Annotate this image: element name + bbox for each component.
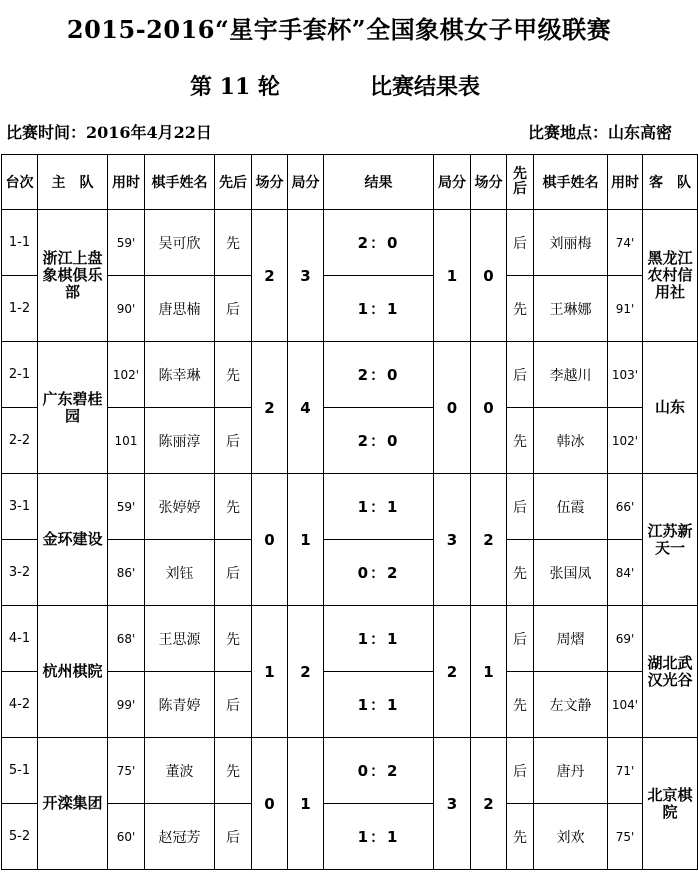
away-game-points: 3 xyxy=(434,474,471,606)
table-row xyxy=(2,210,698,276)
away-team-name: 湖北武汉光谷 xyxy=(643,606,698,738)
header-result: 结果 xyxy=(324,155,434,210)
home-player-order: 后 xyxy=(215,408,252,474)
away-player-time: 84' xyxy=(608,540,643,606)
home-player-name: 刘钰 xyxy=(145,540,215,606)
table-row xyxy=(2,606,698,672)
header-away-match-points: 场分 xyxy=(471,155,507,210)
home-match-points: 2 xyxy=(252,210,288,342)
away-player-order: 后 xyxy=(507,342,534,408)
home-player-order: 先 xyxy=(215,474,252,540)
board-number: 1-1 xyxy=(2,210,38,276)
game-result: 2：0 xyxy=(324,408,434,474)
home-team-name: 广东碧桂园 xyxy=(38,342,108,474)
home-player-time: 102' xyxy=(108,342,145,408)
away-player-time: 103' xyxy=(608,342,643,408)
table-row xyxy=(2,738,698,804)
away-player-order: 先 xyxy=(507,672,534,738)
home-player-name: 陈青婷 xyxy=(145,672,215,738)
away-team-name: 黑龙江农村信用社 xyxy=(643,210,698,342)
board-number: 4-1 xyxy=(2,606,38,672)
away-player-name: 李越川 xyxy=(534,342,608,408)
away-player-time: 66' xyxy=(608,474,643,540)
away-player-name: 张国凤 xyxy=(534,540,608,606)
header-time: 用时 xyxy=(108,155,145,210)
header-row xyxy=(2,155,698,210)
home-team-name: 杭州棋院 xyxy=(38,606,108,738)
home-player-time: 59' xyxy=(108,474,145,540)
home-game-points: 1 xyxy=(288,738,324,870)
round-label: 第 11 轮 xyxy=(190,74,280,100)
away-player-time: 102' xyxy=(608,408,643,474)
home-match-points: 0 xyxy=(252,474,288,606)
away-match-points: 2 xyxy=(471,738,507,870)
game-result: 2：0 xyxy=(324,210,434,276)
away-game-points: 3 xyxy=(434,738,471,870)
away-player-order: 先 xyxy=(507,804,534,870)
home-player-time: 99' xyxy=(108,672,145,738)
home-player-time: 75' xyxy=(108,738,145,804)
away-player-time: 69' xyxy=(608,606,643,672)
header-away-order: 先后 xyxy=(507,155,534,210)
home-player-order: 后 xyxy=(215,540,252,606)
away-player-name: 唐丹 xyxy=(534,738,608,804)
away-team-name: 北京棋院 xyxy=(643,738,698,870)
home-game-points: 2 xyxy=(288,606,324,738)
home-player-name: 赵冠芳 xyxy=(145,804,215,870)
away-player-order: 后 xyxy=(507,210,534,276)
header-player: 棋手姓名 xyxy=(145,155,215,210)
board-number: 2-2 xyxy=(2,408,38,474)
board-number: 5-1 xyxy=(2,738,38,804)
away-player-name: 王琳娜 xyxy=(534,276,608,342)
away-player-time: 74' xyxy=(608,210,643,276)
away-match-points: 0 xyxy=(471,210,507,342)
away-game-points: 1 xyxy=(434,210,471,342)
home-player-order: 先 xyxy=(215,210,252,276)
result-table-title: 比赛结果表 xyxy=(370,74,481,100)
home-player-name: 张婷婷 xyxy=(145,474,215,540)
home-team-name: 开滦集团 xyxy=(38,738,108,870)
game-result: 1：1 xyxy=(324,672,434,738)
game-result: 1：1 xyxy=(324,276,434,342)
away-player-order: 先 xyxy=(507,276,534,342)
home-game-points: 4 xyxy=(288,342,324,474)
home-player-order: 先 xyxy=(215,606,252,672)
away-player-order: 先 xyxy=(507,540,534,606)
home-match-points: 2 xyxy=(252,342,288,474)
header-home-team: 主 队 xyxy=(38,155,108,210)
home-player-time: 59' xyxy=(108,210,145,276)
home-player-time: 86' xyxy=(108,540,145,606)
home-game-points: 3 xyxy=(288,210,324,342)
away-player-order: 后 xyxy=(507,606,534,672)
away-match-points: 0 xyxy=(471,342,507,474)
home-player-time: 68' xyxy=(108,606,145,672)
header-away-player: 棋手姓名 xyxy=(534,155,608,210)
home-match-points: 0 xyxy=(252,738,288,870)
header-away-game-points: 局分 xyxy=(434,155,471,210)
away-player-order: 后 xyxy=(507,474,534,540)
away-player-time: 91' xyxy=(608,276,643,342)
header-board: 台次 xyxy=(2,155,38,210)
header-away-team: 客 队 xyxy=(643,155,698,210)
home-player-order: 后 xyxy=(215,672,252,738)
away-player-time: 75' xyxy=(608,804,643,870)
home-player-time: 60' xyxy=(108,804,145,870)
away-player-order: 后 xyxy=(507,738,534,804)
away-player-order: 先 xyxy=(507,408,534,474)
home-player-order: 先 xyxy=(215,738,252,804)
header-order: 先后 xyxy=(215,155,252,210)
results-table xyxy=(1,154,698,870)
home-player-name: 陈丽淳 xyxy=(145,408,215,474)
table-row xyxy=(2,474,698,540)
home-team-name: 金环建设 xyxy=(38,474,108,606)
game-result: 2：0 xyxy=(324,342,434,408)
board-number: 4-2 xyxy=(2,672,38,738)
game-result: 0：2 xyxy=(324,540,434,606)
header-away-time: 用时 xyxy=(608,155,643,210)
away-match-points: 1 xyxy=(471,606,507,738)
home-player-name: 唐思楠 xyxy=(145,276,215,342)
board-number: 3-2 xyxy=(2,540,38,606)
away-player-name: 周熠 xyxy=(534,606,608,672)
away-game-points: 2 xyxy=(434,606,471,738)
board-number: 1-2 xyxy=(2,276,38,342)
away-team-name: 山东 xyxy=(643,342,698,474)
away-player-time: 104' xyxy=(608,672,643,738)
home-player-time: 101 xyxy=(108,408,145,474)
away-team-name: 江苏新天一 xyxy=(643,474,698,606)
away-player-name: 伍霞 xyxy=(534,474,608,540)
table-row xyxy=(2,342,698,408)
home-team-name: 浙江上盘象棋俱乐部 xyxy=(38,210,108,342)
home-game-points: 1 xyxy=(288,474,324,606)
game-result: 1：1 xyxy=(324,606,434,672)
home-player-time: 90' xyxy=(108,276,145,342)
home-player-name: 王思源 xyxy=(145,606,215,672)
match-venue: 比赛地点：山东高密 xyxy=(527,123,672,142)
match-date: 比赛时间：2016年4月22日 xyxy=(6,123,212,142)
board-number: 2-1 xyxy=(2,342,38,408)
page-title: 2015-2016“星宇手套杯”全国象棋女子甲级联赛 xyxy=(66,15,612,44)
away-player-name: 左文静 xyxy=(534,672,608,738)
away-game-points: 0 xyxy=(434,342,471,474)
game-result: 1：1 xyxy=(324,804,434,870)
home-player-name: 吴可欣 xyxy=(145,210,215,276)
board-number: 5-2 xyxy=(2,804,38,870)
home-match-points: 1 xyxy=(252,606,288,738)
header-match-points: 场分 xyxy=(252,155,288,210)
away-player-name: 刘丽梅 xyxy=(534,210,608,276)
game-result: 0：2 xyxy=(324,738,434,804)
home-player-name: 陈幸琳 xyxy=(145,342,215,408)
away-player-time: 71' xyxy=(608,738,643,804)
game-result: 1：1 xyxy=(324,474,434,540)
home-player-order: 后 xyxy=(215,804,252,870)
header-game-points: 局分 xyxy=(288,155,324,210)
home-player-name: 董波 xyxy=(145,738,215,804)
away-player-name: 刘欢 xyxy=(534,804,608,870)
away-match-points: 2 xyxy=(471,474,507,606)
away-player-name: 韩冰 xyxy=(534,408,608,474)
home-player-order: 后 xyxy=(215,276,252,342)
board-number: 3-1 xyxy=(2,474,38,540)
home-player-order: 先 xyxy=(215,342,252,408)
